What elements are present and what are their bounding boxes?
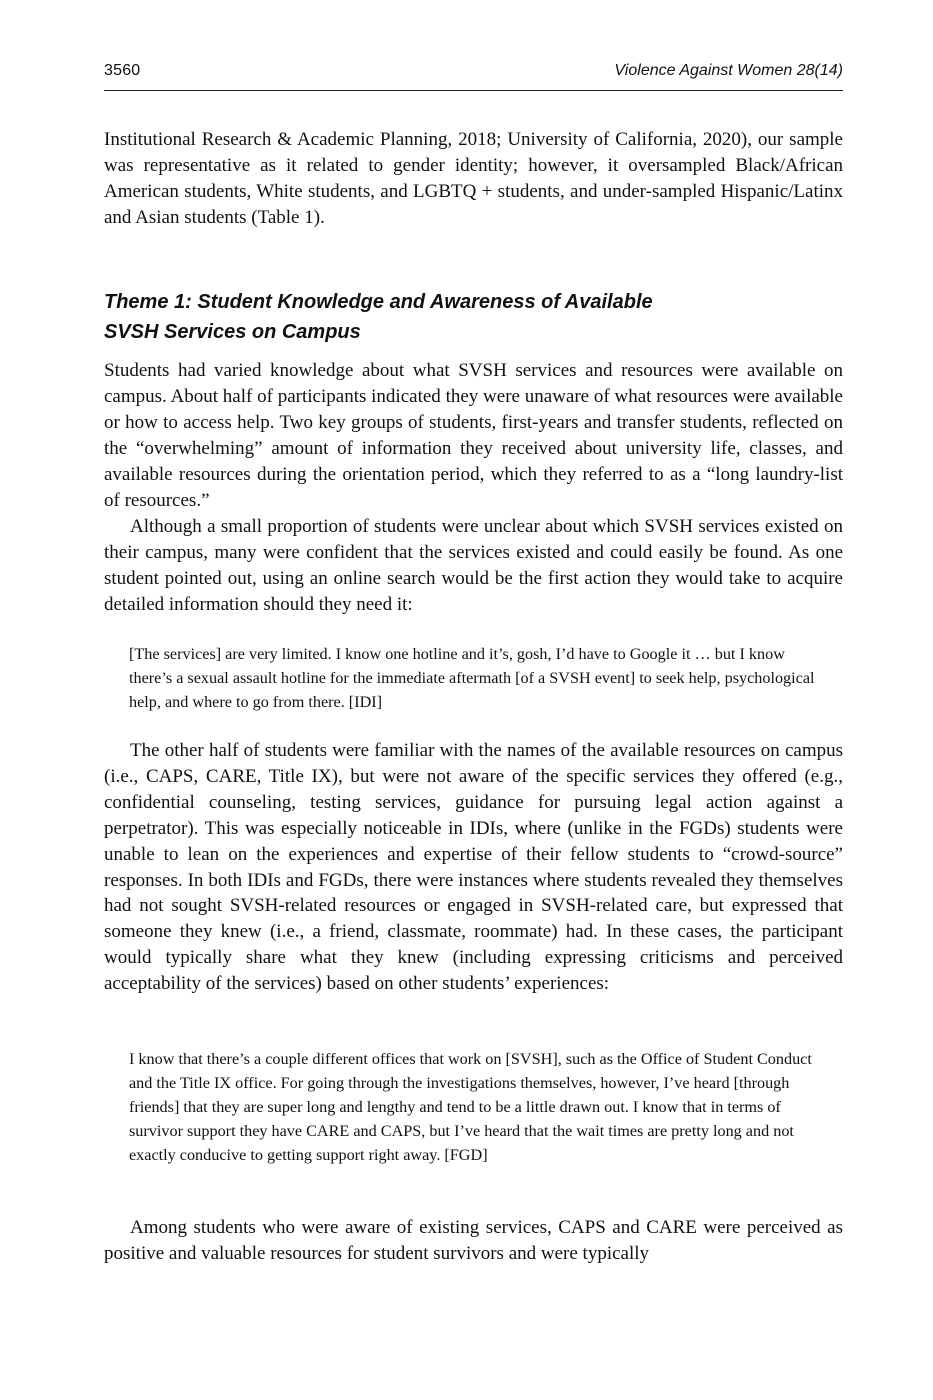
section-heading-line-1: Theme 1: Student Knowledge and Awareness of Available	[104, 291, 653, 313]
running-header	[104, 62, 843, 91]
paragraph-familiar-names: The other half of students were familiar with the names of the available resources on campus (i.e., CAPS, CARE, Title IX), but were not aware of the specific services they offered (e.g., confidential counseling, testing services, guidance for pursuing legal action against a perpetrator). This was especially noticeable in IDIs, where (unlike in the FGDs) students were unable to lean on the experiences and expertise of their fellow students to “crowd-source” responses. In both IDIs and FGDs, there were instances where students revealed they themselves had not sought SVSH-related resources or engaged in SVSH-related care, but expressed that someone they knew (i.e., a friend, classmate, roommate) had. In these cases, the participant would typically share what they knew (including expressing criticisms and perceived acceptability of the services) based on other students’ experiences:	[104, 740, 843, 995]
journal-citation: Violence Against Women 28(14)	[614, 62, 843, 79]
paragraph-knowledge: Students had varied knowledge about what SVSH services and resources were available on campus. About half of participants indicated they were unaware of what resources were available or how to access help. Two key groups of students, first-years and transfer students, reflected on the “overwhelming” amount of information they received about university life, classes, and available resources during the orientation period, which they referred to as a “long laundry-list of resources.”	[104, 360, 843, 511]
paragraph-aware-students: Among students who were aware of existing services, CAPS and CARE were perceived as positive and valuable resources for student survivors and were typically	[104, 1217, 843, 1264]
section-heading	[104, 287, 843, 347]
paragraph-confidence: Although a small proportion of students were unclear about which SVSH services existed on their campus, many were confident that the services existed and could easily be found. As one student pointed out, using an online search would be the first action they would take to acquire detailed information should they need it:	[104, 516, 843, 615]
section-heading-line-2: SVSH Services on Campus	[104, 321, 361, 343]
block-quote-idi: [The services] are very limited. I know one hotline and it’s, gosh, I’d have to Google it … but I know there’s a sexual assault hotline for the immediate aftermath [of a SVSH event] to seek help, psychological help, and where to go from there. [IDI]	[129, 645, 815, 711]
page-number: 3560	[104, 62, 141, 79]
block-quote-fgd: I know that there’s a couple different offices that work on [SVSH], such as the Office of Student Conduct and the Title IX office. For going through the investigations themselves, however, I’ve heard [through friends] that they are super long and lengthy and tend to be a little drawn out. I know that in terms of survivor support they have CARE and CAPS, but I’ve heard that the wait times are pretty long and not exactly conducive to getting support right away. [FGD]	[129, 1050, 812, 1164]
continued-paragraph: Institutional Research & Academic Planning, 2018; University of California, 2020), our sample was representative as it related to gender identity; however, it oversampled Black/African American students, White students, and LGBTQ + students, and under-sampled Hispanic/Latinx and Asian students (Table 1).	[104, 129, 843, 228]
